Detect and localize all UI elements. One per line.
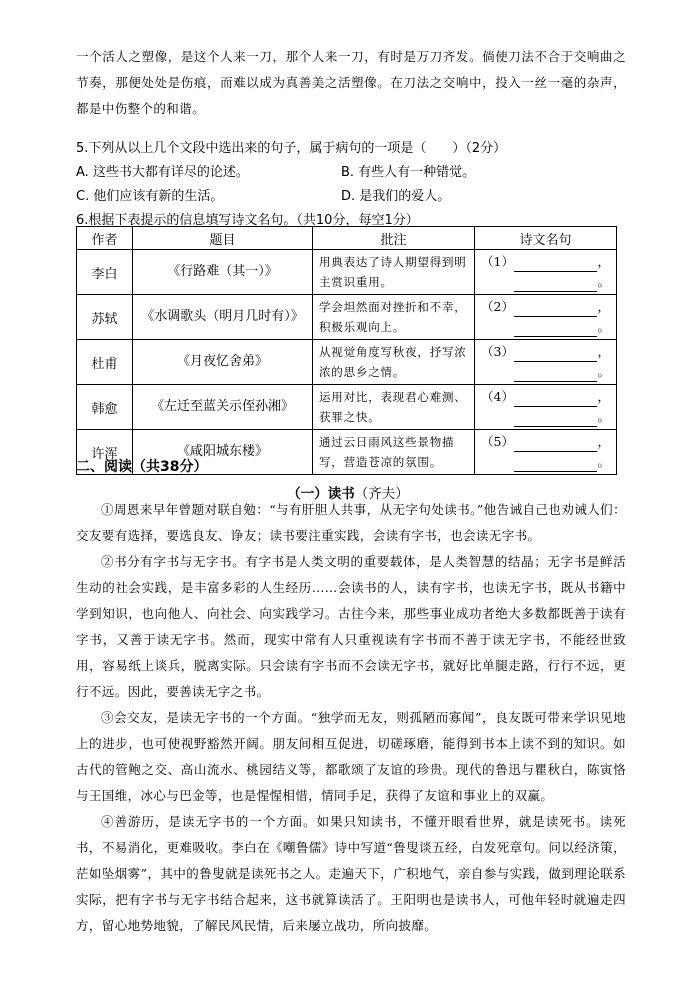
header-title: 题目: [133, 227, 313, 250]
option-a: A. 这些书大都有详尽的论述。: [76, 165, 249, 180]
title-cell: 《咸阳城东楼》: [133, 430, 313, 475]
answer-label: （2）: [481, 299, 514, 314]
question-5-stem: 5.下列从以上几个文段中选出来的句子，属于病句的一项是（ ）（2分）: [76, 141, 507, 156]
table-header-row: [77, 227, 617, 250]
header-quote: 诗文名句: [475, 227, 617, 250]
answer-blank-2[interactable]: [514, 277, 598, 292]
answer-cell: （2） ， 。: [475, 295, 617, 340]
note-cell: 用典表达了诗人期望得到明主赏识重用。: [313, 250, 475, 295]
passage-paragraph-4: ④善游历，是读无字书的一个方面。如果只知读书，不懂开眼看世界，就是读死书。读死书，不易消化，更难吸收。李白在《嘲鲁儒》诗中写道“鲁叟谈五经，白发死章句。问以经济策，茫如坠烟雾”，其中的鲁叟就是读死书之人。走遍天下，广积地气，亲自参与实践，做到理论联系实际，把有字书与无字书结合起来，这书就算读活了。王阳明也是读书人，可他年轻时就遍走四方，留心地势地貌，了解民风民情，后来屡立战功，所向披靡。: [76, 814, 626, 933]
author-cell: 许浑: [77, 430, 133, 475]
answer-blank-1[interactable]: [514, 437, 598, 452]
note-cell: 运用对比，表现君心难测、获罪之快。: [313, 385, 475, 430]
title-cell: 《水调歌头（明月几时有）》: [133, 295, 313, 340]
answer-blank-1[interactable]: [514, 302, 598, 317]
header-note: 批注: [313, 227, 475, 250]
intro-paragraph: 一个活人之塑像，是这个人来一刀，那个人来一刀，有时是万刀齐发。倘使刀法不合于交响曲之节奏，那便处处是伤痕，而难以成为真善美之活塑像。在刀法之交响中，投入一丝一毫的杂声，都是中伤整个的和谐。: [76, 49, 626, 116]
table-row: [77, 385, 617, 430]
answer-blank-2[interactable]: [514, 367, 598, 382]
table-row: [77, 250, 617, 295]
option-b: B. 有些人有一种错觉。: [341, 165, 476, 180]
answer-blank-2[interactable]: [514, 322, 598, 337]
reading-title-main: （一）读书: [287, 486, 355, 502]
answer-cell: （4） ， 。: [475, 385, 617, 430]
passage-paragraph-1: ①周恩来早年曾题对联自勉：“与有肝胆人共事，从无字句处读书。”他告诫自己也劝诫人们：交友要有选择，要选良友、诤友；读书要注重实践，会读有字书，也会读无字书。: [76, 502, 626, 543]
answer-cell: （1） ， 。: [475, 250, 617, 295]
answer-label: （3）: [481, 344, 514, 359]
table-row: [77, 340, 617, 385]
header-author: 作者: [77, 227, 133, 250]
note-cell: 从视觉角度写秋夜，抒写浓浓的思乡之情。: [313, 340, 475, 385]
intro-section: [76, 44, 626, 122]
author-cell: 苏轼: [77, 295, 133, 340]
poem-table: [76, 226, 617, 475]
answer-label: （5）: [481, 434, 514, 449]
answer-cell: （5） ， 。: [475, 430, 617, 475]
option-d: D. 是我们的爱人。: [341, 189, 451, 204]
answer-blank-1[interactable]: [514, 347, 598, 362]
table-row: [77, 295, 617, 340]
reading-title-author: （齐夫）: [354, 486, 409, 502]
reading-passage: [76, 497, 626, 939]
author-cell: 韩愈: [77, 385, 133, 430]
title-cell: 《月夜忆舍弟》: [133, 340, 313, 385]
option-c: C. 他们应该有新的生活。: [76, 189, 224, 204]
answer-label: （1）: [481, 254, 514, 269]
answer-blank-1[interactable]: [514, 392, 598, 407]
question-6-stem: 6.根据下表提示的信息填写诗文名句。（共10分，每空1分）: [76, 213, 419, 228]
title-cell: 《左迁至蓝关示侄孙湘》: [133, 385, 313, 430]
passage-paragraph-3: ③会交友，是读无字书的一个方面。“独学而无友，则孤陋而寡闻”，良友既可带来学识见地上的进步，也可使视野豁然开阔。朋友间相互促进，切磋琢磨，能得到书本上读不到的知识。如古代的管鲍之交、高山流水、桃园结义等，都歌颂了友谊的珍贵。现代的鲁迅与瞿秋白，陈寅恪与王国维，冰心与巴金等，也是惺惺相惜，情同手足，获得了友谊和事业上的双赢。: [76, 710, 626, 803]
answer-blank-2[interactable]: [514, 412, 598, 427]
answer-cell: （3） ， 。: [475, 340, 617, 385]
author-cell: 李白: [77, 250, 133, 295]
author-cell: 杜甫: [77, 340, 133, 385]
answer-blank-2[interactable]: [514, 457, 598, 472]
note-cell: 通过云日雨风这些景物描写，营造苍凉的氛围。: [313, 430, 475, 475]
question-5: [76, 137, 626, 233]
answer-label: （4）: [481, 389, 514, 404]
note-cell: 学会坦然面对挫折和不幸，积极乐观向上。: [313, 295, 475, 340]
section-heading: 二、阅读（共38分）: [76, 459, 208, 475]
title-cell: 《行路难（其一）》: [133, 250, 313, 295]
passage-paragraph-2: ②书分有字书与无字书。有字书是人类文明的重要载体，是人类智慧的结晶；无字书是鲜活生动的社会实践，是丰富多彩的人生经历……会读书的人，读有字书，也读无字书，既从书籍中学到知识，也向他人、向社会、向实践学习。古往今来，那些事业成功者绝大多数都既善于读有字书，又善于读无字书。然而，现实中常有人只重视读有字书而不善于读无字书，不能经世致用，容易纸上谈兵，脱离实际。只会读有字书而不会读无字书，就好比单腿走路，行行不远，更行不远。因此，要善读无字之书。: [76, 554, 626, 699]
answer-blank-1[interactable]: [514, 257, 598, 272]
